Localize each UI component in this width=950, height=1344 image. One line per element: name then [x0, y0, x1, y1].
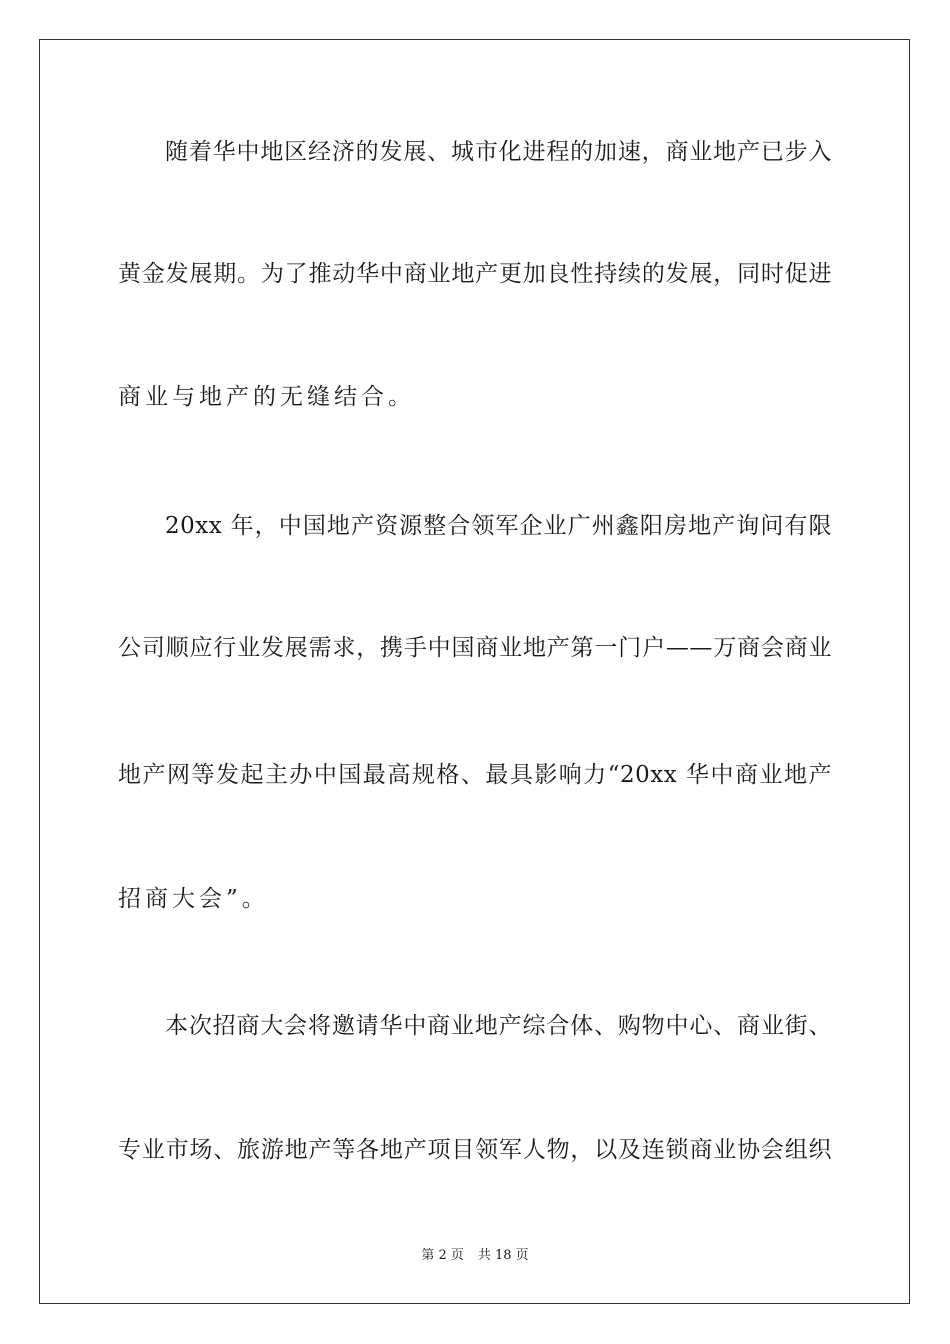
paragraph-2-line-1: 20xx 年，中国地产资源整合领军企业广州鑫阳房地产询问有限: [165, 513, 832, 539]
paragraph-2-line-2: 公司顺应行业发展需求，携手中国商业地产第一门户——万商会商业: [118, 635, 832, 661]
page-footer: [0, 1248, 950, 1264]
paragraph-2-line-3: 地产网等发起主办中国最高规格、最具影响力“20xx 华中商业地产: [118, 762, 832, 788]
paragraph-1-line-1: 随着华中地区经济的发展、城市化进程的加速，商业地产已步入: [165, 139, 832, 165]
page-border: [39, 39, 910, 1304]
page-total: 共 18 页: [477, 1248, 529, 1263]
paragraph-1-line-2: 黄金发展期。为了推动华中商业地产更加良性持续的发展，同时促进: [118, 261, 832, 287]
page-number: 第 2 页: [421, 1248, 464, 1263]
paragraph-2-line-4: 招商大会”。: [118, 886, 269, 912]
paragraph-1-line-3: 商业与地产的无缝结合。: [118, 384, 415, 410]
paragraph-3-line-1: 本次招商大会将邀请华中商业地产综合体、购物中心、商业街、: [165, 1013, 832, 1039]
paragraph-3-line-2: 专业市场、旅游地产等各地产项目领军人物，以及连锁商业协会组织: [118, 1137, 832, 1163]
